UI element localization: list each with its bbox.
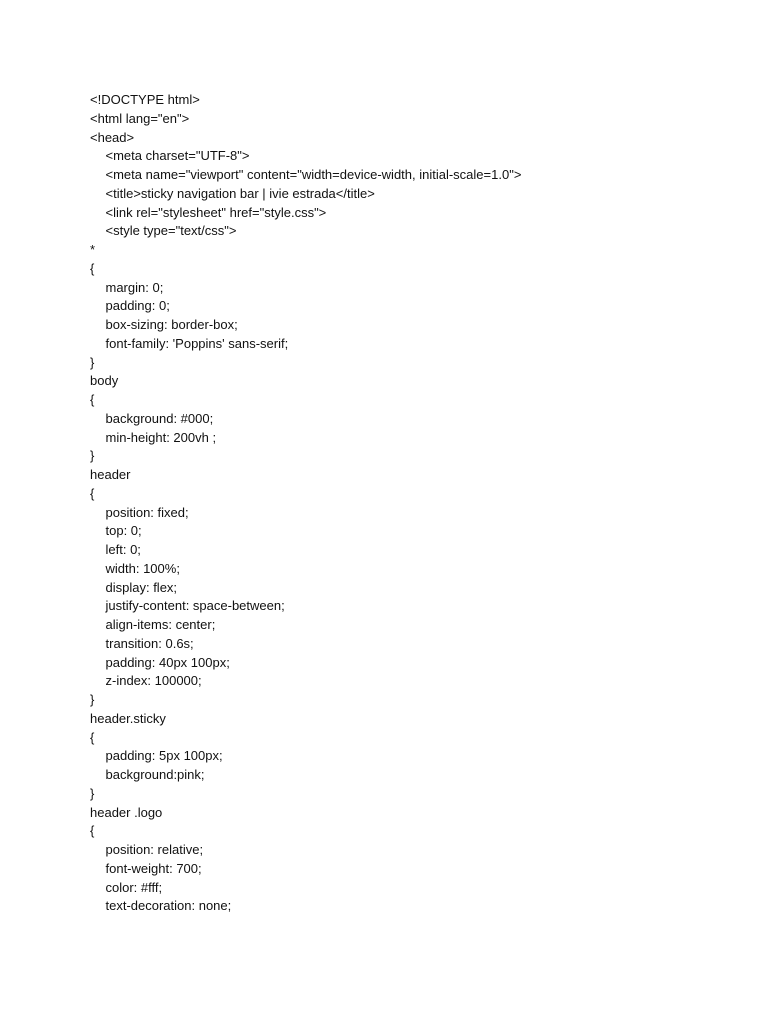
code-line: text-decoration: none;	[105, 898, 232, 914]
code-line: header .logo	[90, 804, 163, 820]
code-line: <meta charset="UTF-8">	[105, 148, 250, 164]
code-line: color: #fff;	[105, 879, 163, 895]
code-line: header.sticky	[90, 710, 166, 726]
code-line: font-weight: 700;	[105, 860, 202, 876]
code-line: justify-content: space-between;	[105, 598, 285, 614]
code-line: {	[90, 392, 95, 407]
code-line: position: relative;	[105, 842, 204, 857]
code-line: padding: 40px 100px;	[105, 654, 230, 670]
code-line: width: 100%;	[105, 560, 180, 576]
code-line: min-height: 200vh ;	[105, 429, 217, 445]
code-line: background: #000;	[105, 410, 214, 426]
code-line: transition: 0.6s;	[105, 635, 194, 651]
code-line: header	[90, 467, 131, 482]
code-line: padding: 0;	[105, 298, 170, 314]
code-line: body	[90, 373, 119, 389]
code-line: left: 0;	[105, 542, 141, 557]
code-line: <title>sticky navigation bar | ivie estrada</title>	[105, 185, 375, 201]
code-line: align-items: center;	[105, 617, 216, 632]
code-line: display: flex;	[105, 579, 178, 595]
code-line: <style type="text/css">	[105, 223, 237, 239]
code-line: background:pink;	[105, 767, 205, 782]
code-line: {	[90, 260, 95, 276]
code-line: {	[90, 823, 95, 839]
code-line: <head>	[90, 129, 135, 145]
code-line: {	[90, 485, 95, 501]
code-line: }	[90, 354, 95, 370]
code-line: margin: 0;	[105, 279, 164, 295]
code-line: padding: 5px 100px;	[105, 748, 223, 764]
code-line: <link rel="stylesheet" href="style.css">	[105, 204, 327, 220]
code-line: }	[90, 785, 95, 801]
code-line: position: fixed;	[105, 504, 189, 520]
code-text-block	[90, 91, 730, 916]
code-line: z-index: 100000;	[105, 673, 202, 689]
code-line: }	[90, 448, 95, 464]
code-line: {	[90, 729, 95, 745]
code-line: }	[90, 692, 95, 707]
code-line: font-family: 'Poppins' sans-serif;	[105, 335, 289, 351]
code-line: top: 0;	[105, 523, 142, 539]
code-line: <!DOCTYPE html>	[90, 92, 200, 107]
code-line: box-sizing: border-box;	[105, 317, 238, 332]
code-line: *	[90, 242, 96, 257]
code-line: <meta name="viewport" content="width=device-width, initial-scale=1.0">	[105, 167, 522, 182]
code-line: <html lang="en">	[90, 110, 190, 126]
